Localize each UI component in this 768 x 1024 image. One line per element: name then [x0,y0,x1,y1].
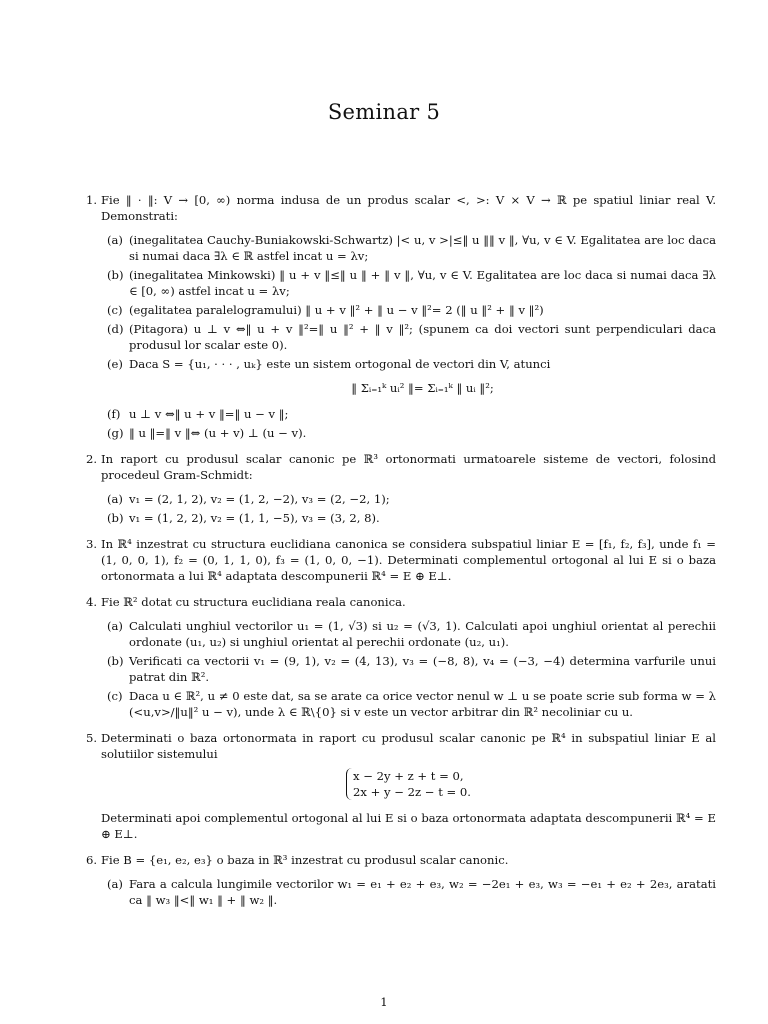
subproblem-text: u ⊥ v ⇔‖ u + v ‖=‖ u − v ‖; [129,407,289,421]
subproblem-4c [101,688,716,720]
subproblem-marker: (c) [107,303,123,317]
subproblem-text: (egalitatea paralelogramului) ‖ u + v ‖² + ‖ u − v ‖²= 2 (‖ u ‖² + ‖ v ‖²) [129,303,544,317]
subproblem-6a [101,876,716,908]
subproblem-marker: (c) [107,689,123,703]
subproblem-1d [101,321,716,353]
subproblem-marker: (b) [107,268,124,282]
subproblem-text: (Pitagora) u ⊥ v ⇔‖ u + v ‖²=‖ u ‖² + ‖ v ‖²; (spunem ca doi vectori sunt perpendiculari daca produsul lor scalar este 0). [129,322,716,352]
subproblem-marker: (g) [107,426,124,440]
subproblem-text: v₁ = (1, 2, 2), v₂ = (1, 1, −5), v₃ = (3, 2, 8). [129,511,380,525]
equation-system [101,764,716,804]
equation-line: 2x + y − 2z − t = 0. [352,785,471,799]
page-title: Seminar 5 [327,100,441,124]
subproblem-marker: (a) [107,877,123,891]
page-number: 1 [380,995,388,1009]
problem-number: 6. [86,853,98,867]
subproblem-marker: (b) [107,654,124,668]
problem-6 [86,852,716,908]
subproblem-1c [101,302,716,318]
subproblem-4b [101,653,716,685]
problem-number: 3. [86,537,98,551]
problem-text: Fie ‖ · ‖: V → [0, ∞) norma indusa de un produs scalar <, >: V × V → ℝ pe spatiul liniar real V. Demonstrati: [101,193,716,223]
problem-text: In ℝ⁴ inzestrat cu structura euclidiana canonica se considera subspatiul liniar E = [f₁, f₂, f₃], unde f₁ = (1, 0, 0, 1), f₂ = (0, 1, 1, 0), f₃ = (1, 0, 0, −1). Determinati complementul ortogonal al lui E si o baza ortonormata a lui ℝ⁴ adaptata descompunerii ℝ⁴ = E ⊕ E⊥. [101,537,716,583]
subproblem-marker: (f) [107,407,121,421]
subproblem-marker: (e) [107,357,123,371]
problem-number: 2. [86,452,98,466]
problem-5 [86,730,716,842]
problem-4 [86,594,716,720]
subproblem-1a [101,232,716,264]
problem-2 [86,451,716,526]
subproblem-1f [101,406,716,422]
subproblem-text: Daca u ∈ ℝ², u ≠ 0 este dat, sa se arate ca orice vector nenul w ⊥ u se poate scrie sub forma w = λ (<u,v>/‖u‖² u − v), unde λ ∈ ℝ\{0} si v este un vector arbitrar din ℝ² necoliniar cu u. [129,689,716,719]
subproblem-text: v₁ = (2, 1, 2), v₂ = (1, 2, −2), v₃ = (2, −2, 1); [129,492,390,506]
subproblem-text: (inegalitatea Minkowski) ‖ u + v ‖≤‖ u ‖ + ‖ v ‖, ∀u, v ∈ V. Egalitatea are loc daca si numai daca ∃λ ∈ [0, ∞) astfel incat u = λv; [129,268,716,298]
problem-number: 1. [86,193,98,207]
subproblem-marker: (a) [107,492,123,506]
subproblem-2b [101,510,716,526]
subproblem-2a [101,491,716,507]
subproblem-1g [101,425,716,441]
subproblem-marker: (a) [107,619,123,633]
subproblem-marker: (a) [107,233,123,247]
problem-text: In raport cu produsul scalar canonic pe ℝ³ ortonormati urmatoarele sisteme de vectori, folosind procedeul Gram-Schmidt: [101,452,716,482]
subproblem-text: ‖ u ‖=‖ v ‖⇔ (u + v) ⊥ (u − v). [129,426,307,440]
problem-text: Determinati o baza ortonormata in raport cu produsul scalar canonic pe ℝ⁴ in subspatiul liniar E al solutiilor sistemului [101,731,716,761]
problem-text: Fie B = {e₁, e₂, e₃} o baza in ℝ³ inzestrat cu produsul scalar canonic. [101,853,509,867]
problem-3 [86,536,716,584]
problem-list [86,192,716,918]
equation-line: x − 2y + z + t = 0, [352,769,464,783]
display-formula: ‖ Σᵢ₌₁ᵏ uᵢ² ‖= Σᵢ₌₁ᵏ ‖ uᵢ ‖²; [351,381,494,395]
subproblem-text: Fara a calcula lungimile vectorilor w₁ = e₁ + e₂ + e₃, w₂ = −2e₁ + e₃, w₃ = −e₁ + e₂ + 2e₃, aratati ca ‖ w₃ ‖<‖ w₁ ‖ + ‖ w₂ ‖. [129,877,716,907]
subproblem-marker: (b) [107,511,124,525]
subproblem-1e [101,356,716,396]
subproblem-1b [101,267,716,299]
problem-text: Fie ℝ² dotat cu structura euclidiana reala canonica. [101,595,406,609]
subproblem-text: (inegalitatea Cauchy-Buniakowski-Schwartz) |< u, v >|≤‖ u ‖‖ v ‖, ∀u, v ∈ V. Egalitatea are loc daca si numai daca ∃λ ∈ ℝ astfel incat u = λv; [129,233,716,263]
subproblem-marker: (d) [107,322,124,336]
subproblem-text: Verificati ca vectorii v₁ = (9, 1), v₂ = (4, 13), v₃ = (−8, 8), v₄ = (−3, −4) determina varfurile unui patrat din ℝ². [129,654,716,684]
subproblem-text: Daca S = {u₁, · · · , uₖ} este un sistem ortogonal de vectori din V, atunci [129,357,551,371]
subproblem-text: Calculati unghiul vectorilor u₁ = (1, √3) si u₂ = (√3, 1). Calculati apoi unghiul orientat al perechii ordonate (u₁, u₂) si unghiul orientat al perechii ordonate (u₂, u₁). [129,619,716,649]
subproblem-4a [101,618,716,650]
problem-followup-text: Determinati apoi complementul ortogonal al lui E si o baza ortonormata adaptata descompunerii ℝ⁴ = E ⊕ E⊥. [101,811,716,841]
problem-1 [86,192,716,441]
problem-number: 5. [86,731,98,745]
problem-number: 4. [86,595,98,609]
